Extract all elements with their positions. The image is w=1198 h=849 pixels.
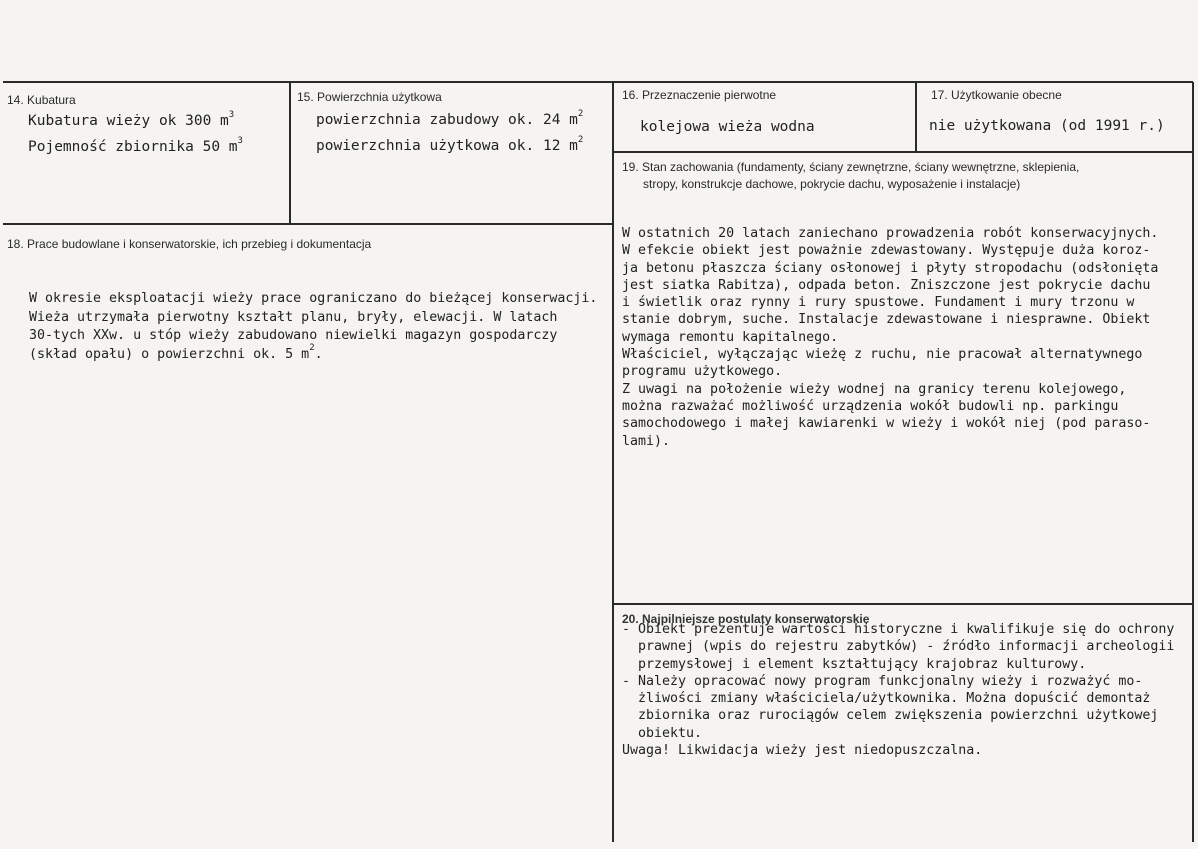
section-20-label: 20. Najpilniejsze postulaty konserwatorskie xyxy=(622,612,870,626)
section-15-label: 15. Powierzchnia użytkowa xyxy=(297,90,442,104)
section-14-line2: Pojemność zbiornika 50 m xyxy=(28,139,238,155)
section-19-line: wymaga remontu kapitalnego. xyxy=(622,329,839,345)
section-19-line: i świetlik oraz rynny i rury spustowe. Fundament i mury trzonu w xyxy=(622,295,1135,311)
section-14-line2-sup: 3 xyxy=(237,136,243,147)
section-18-sup: 2 xyxy=(309,343,315,354)
section-14-line1-sup: 3 xyxy=(228,110,235,121)
rule-under-14-15 xyxy=(3,223,613,225)
divider-16-17 xyxy=(915,82,917,152)
section-19-line: W ostatnich 20 latach zaniechano prowadzenia robót konserwacyjnych. xyxy=(622,226,1159,241)
section-18-body xyxy=(29,290,597,364)
section-20-line: - Obiekt prezentuje wartości historyczne i kwalifikuje się do ochrony xyxy=(622,622,1175,637)
section-14-label: 14. Kubatura xyxy=(7,93,76,107)
section-19-body xyxy=(622,225,1158,450)
section-19-line: stanie dobrym, suche. Instalacje zdewastowane i niesprawne. Obiekt xyxy=(622,312,1151,328)
section-14-tank xyxy=(28,136,243,158)
section-15-line1-sup: 2 xyxy=(577,109,584,120)
section-14-cubature xyxy=(28,110,234,132)
rule-above-20 xyxy=(613,603,1193,605)
section-18-line: (skład opału) o powierzchni ok. 5 $m^2$. xyxy=(29,343,323,362)
section-15-built-area xyxy=(316,109,583,131)
section-17-value: nie użytkowana (od 1991 r.) xyxy=(929,118,1165,134)
section-19-line: można razważać możliwość urządzenia wokół budowli np. parkingu xyxy=(622,398,1119,414)
top-rule xyxy=(3,81,1193,83)
divider-left-right xyxy=(612,82,614,842)
divider-14-15 xyxy=(289,82,291,224)
section-19-line: Z uwagi na położenie wieży wodnej na granicy terenu kolejowego, xyxy=(622,381,1127,397)
section-20-line: prawnej (wpis do rejestru zabytków) - źródło informacji archeologii xyxy=(622,639,1175,655)
section-14-line1: Kubatura wieży ok 300 m xyxy=(28,113,229,129)
section-19-line: jest siatka Rabitza), odpada beton. Zniszczone jest pokrycie dachu xyxy=(622,277,1151,293)
section-15-usable-area xyxy=(316,135,583,157)
section-18-line: Wieża utrzymała pierwotny kształt planu, bryły, elewacji. W latach xyxy=(29,309,558,325)
section-18-line: W okresie eksploatacji wieży prace ograniczano do bieżącej konserwacji. xyxy=(29,291,598,306)
section-15-line2: powierzchnia użytkowa ok. 12 m xyxy=(316,138,578,154)
section-20-line: - Należy opracować nowy program funkcjonalny wieży i rozważyć mo- xyxy=(622,673,1143,689)
section-19-line: samochodowego i małej kawiarenki w wieży i wokół niej (pod paraso- xyxy=(622,416,1151,432)
section-20-line: żliwości zmiany właściciela/użytkownika. Można dopuścić demontaż xyxy=(622,691,1151,707)
rule-under-16-17 xyxy=(613,151,1193,153)
section-15-line1: powierzchnia zabudowy ok. 24 m xyxy=(316,112,578,128)
section-20-line: Uwaga! Likwidacja wieży jest niedopuszczalna. xyxy=(622,743,983,759)
section-19-label-line1: 19. Stan zachowania (fundamenty, ściany zewnętrzne, ściany wewnętrzne, sklepienia, xyxy=(622,160,1080,174)
right-edge-rule xyxy=(1192,82,1194,842)
section-19-line: lami). xyxy=(622,433,671,449)
section-19-line: programu użytkowego. xyxy=(622,364,783,380)
section-16-value: kolejowa wieża wodna xyxy=(640,119,815,135)
section-20-line: przemysłowej i element kształtujący krajobraz kulturowy. xyxy=(622,656,1087,672)
section-17-label: 17. Użytkowanie obecne xyxy=(931,88,1062,102)
section-19-line: Właściciel, wyłączając wieżę z ruchu, nie pracował alternatywnego xyxy=(622,347,1143,363)
section-20-line: obiektu. xyxy=(622,725,703,741)
section-16-label: 16. Przeznaczenie pierwotne xyxy=(622,88,777,102)
section-18-label: 18. Prace budowlane i konserwatorskie, ich przebieg i dokumentacja xyxy=(7,237,372,251)
section-20-line: zbiornika oraz rurociągów celem zwiększenia powierzchni użytkowej xyxy=(622,708,1159,724)
section-19-line: W efekcie obiekt jest poważnie zdewastowany. Występuje duża koroz- xyxy=(622,243,1151,259)
section-18-line: 30-tych XXw. u stóp wieży zabudowano niewielki magazyn gospodarczy xyxy=(29,328,558,343)
section-19-label-line2: stropy, konstrukcje dachowe, pokrycie dachu, wyposażenie i instalacje) xyxy=(643,177,1021,191)
section-20-body xyxy=(622,621,1174,759)
section-15-line2-sup: 2 xyxy=(577,135,584,146)
section-19-line: ja betonu płaszcza ściany osłonowej i płyty stropodachu (odsłonięta xyxy=(622,260,1159,276)
